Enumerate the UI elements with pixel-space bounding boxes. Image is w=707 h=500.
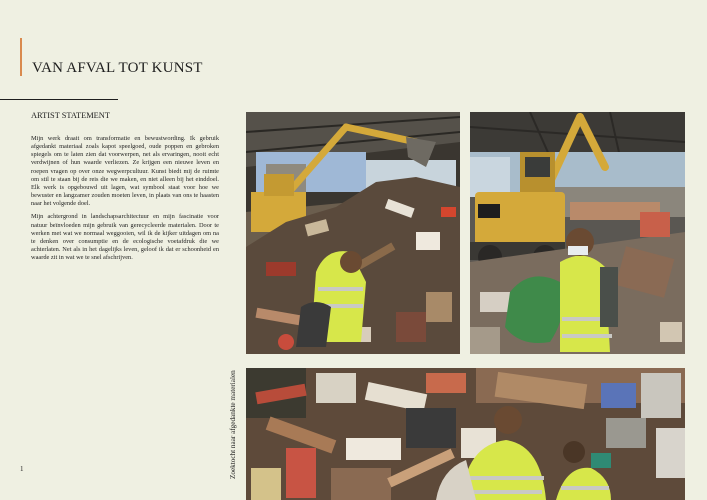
accent-bar xyxy=(20,38,22,76)
photo-caption: Zoektocht naar afgedankte materialen xyxy=(229,370,237,479)
artist-statement-text xyxy=(31,135,219,267)
photo-waste-closeup xyxy=(246,368,685,500)
page-number: 1 xyxy=(20,465,24,473)
paragraph: Mijn achtergrond in landschapsarchitectuur en mijn fascinatie voor natuur beïnvloeden mijn gebruik van gerecycleerde materialen. Door te werken met wat we normaal weggooien, wil ik de kijker uitdagen om na te denken over consumptie en de ecologische voetafdruk die we achterlaten. Net als in het dagelijks leven, geloof ik dat er schoonheid en waarde zit in wat we te snel afschrijven. xyxy=(31,213,219,262)
paragraph: Mijn werk draait om transformatie en bewustwording. Ik gebruik afgedankt materiaal zoals kapot speelgoed, oude poppen en gebroken spiegels om te laten zien dat voorwerpen, net als ervaringen, nooit echt verdwijnen of hun waarde verliezen. Ze krijgen een nieuwe leven en roepen vragen op over onze wegwerpcultuur. Kunst biedt mij de ruimte om stil te staan bij de reis die we maken, en niet alleen bij het einddoel. Elk werk is opgebouwd uit lagen, wat symbool staat voor hoe we bewuster en langzamer zouden moeten leven, in plaats van ons te haasten naar het volgende doel. xyxy=(31,135,219,208)
photo-excavator-waste-pile xyxy=(246,112,460,354)
photo-worker-green-bag xyxy=(470,112,685,354)
section-heading: ARTIST STATEMENT xyxy=(31,111,110,120)
divider-rule xyxy=(0,99,118,100)
page-title: VAN AFVAL TOT KUNST xyxy=(32,60,203,76)
